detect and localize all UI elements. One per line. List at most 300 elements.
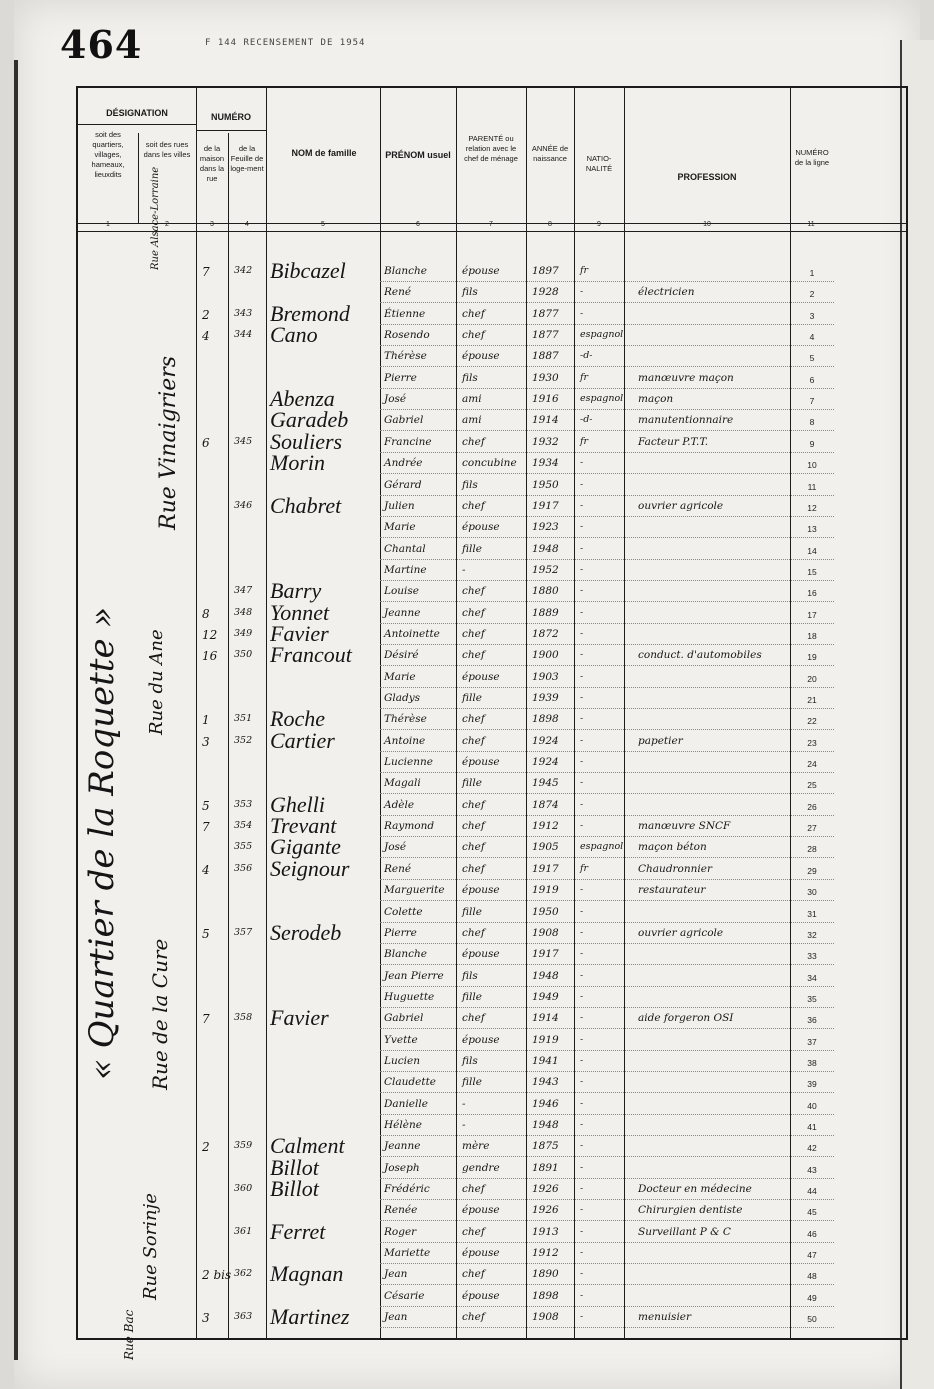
nationality: - [580,692,584,703]
birth-year: 1890 [532,1268,559,1281]
relation: chef [462,713,485,726]
relation: chef [462,1183,485,1196]
line-number: 38 [807,1057,817,1068]
nationality: - [580,585,584,597]
first-name: Jean Pierre [384,969,444,982]
column-number: 5 [321,221,325,228]
line-number: 27 [807,823,817,834]
line-number: 21 [807,695,817,705]
line-number: 46 [807,1228,817,1239]
relation: ami [462,393,482,406]
birth-year: 1874 [532,798,559,811]
sheet-number: 362 [234,1268,253,1280]
birth-year: 1880 [532,585,559,598]
row-rule [380,388,834,389]
first-name: Joseph [384,1161,420,1174]
birth-year: 1934 [532,457,559,470]
first-name: Julien [384,499,415,512]
row-rule [380,922,834,923]
birth-year: 1908 [532,926,559,939]
first-name: Hélène [384,1119,422,1131]
row-rule [380,644,834,645]
profession: ouvrier agricole [638,499,724,512]
line-number: 24 [807,759,817,770]
birth-year: 1875 [532,1140,559,1153]
birth-year: 1945 [532,777,559,790]
header-col7: PARENTÉ ou relation avec le chef de ménage [464,134,518,163]
birth-year: 1948 [532,969,559,982]
line-number: 39 [807,1079,817,1090]
relation: épouse [462,350,500,363]
header-col4: de la Feuille de loge-ment [230,144,264,173]
first-name: Lucienne [384,756,433,769]
birth-year: 1905 [532,841,559,854]
profession: électricien [638,286,695,299]
relation: fille [462,692,482,704]
nationality: - [580,1054,584,1066]
nationality: - [580,307,584,319]
line-number: 35 [807,993,817,1004]
row-rule [380,1199,834,1200]
first-name: Antoine [384,734,426,747]
relation: épouse [462,670,500,683]
quarter-name: « Quartier de la Roquette » [82,606,122,1080]
nationality: - [580,1033,584,1045]
sheet-number: 345 [234,435,253,447]
line-number: 32 [807,929,817,940]
header-designation: DÉSIGNATION [106,108,168,118]
birth-year: 1952 [532,563,559,576]
relation: fils [462,1054,478,1067]
birth-year: 1941 [532,1054,559,1067]
first-name: Louise [384,585,420,598]
first-name: Andrée [384,457,423,470]
first-name: Claudette [384,1076,437,1089]
sheet-number: 349 [234,627,253,639]
line-number: 12 [807,502,817,513]
page-number: 464 [60,22,143,67]
birth-year: 1872 [532,627,559,640]
birth-year: 1928 [532,286,559,299]
nationality: fr [580,862,589,874]
row-rule [380,857,834,858]
row-rule [380,601,834,602]
birth-year: 1913 [532,1225,559,1238]
house-number: 16 [202,649,218,664]
row-rule [380,473,834,474]
birth-year: 1950 [532,478,559,491]
line-number: 43 [807,1164,817,1175]
sheet-number: 344 [234,329,253,341]
nationality: espagnol [580,841,624,853]
page-binding [14,60,18,1360]
first-name: Huguette [384,990,435,1003]
line-number: 37 [807,1036,817,1047]
line-number: 8 [809,417,815,428]
surname: Cano [270,322,318,348]
surname: Billot [270,1176,319,1202]
nationality: - [580,521,584,533]
relation: - [462,563,466,576]
nationality: fr [580,371,589,383]
line-number: 19 [807,652,817,663]
relation: fille [462,1076,482,1089]
first-name: Pierre [384,926,417,939]
header-col1: soit des quartiers, villages, hameaux, lieuxdits [91,130,125,179]
row-rule [380,366,834,367]
first-name: Francine [384,435,432,448]
house-number: 7 [202,820,210,835]
first-name: Gladys [384,692,421,704]
surname: Ghelli [270,791,325,817]
surname: Gigante [270,834,341,860]
sheet-number: 353 [234,798,253,810]
house-number: 7 [202,265,210,279]
relation: chef [462,649,485,662]
relation: fils [462,969,478,982]
sheet-number: 359 [234,1140,253,1152]
line-number: 22 [807,716,817,727]
nationality: - [580,286,584,298]
line-number: 17 [807,609,817,620]
first-name: Jeanne [384,606,421,619]
column-number: 9 [597,221,601,228]
relation: chef [462,734,485,747]
relation: gendre [462,1161,500,1174]
house-number: 2 bis [202,1268,232,1283]
line-number: 16 [807,588,817,599]
line-number: 10 [807,460,817,471]
relation: concubine [462,457,517,470]
line-number: 26 [807,801,817,812]
birth-year: 1887 [532,350,559,363]
surname: Souliers [270,428,343,454]
relation: chef [462,329,485,342]
header-col3: de la maison dans la rue [199,144,225,183]
first-name: Désiré [384,649,419,662]
birth-year: 1908 [532,1311,559,1324]
line-number: 34 [807,972,817,983]
birth-year: 1917 [532,499,559,512]
nationality: - [580,969,584,981]
first-name: Jean [384,1311,408,1324]
row-rule [380,772,834,773]
street-top: Rue Alsace-Lorraine [150,166,161,270]
relation: épouse [462,756,500,769]
profession: ouvrier agricole [638,926,724,939]
first-name: Magali [384,777,421,790]
line-number: 50 [807,1314,817,1325]
surname: Favier [270,1005,329,1031]
profession: Docteur en médecine [638,1183,752,1196]
surname: Garadeb [270,407,349,433]
surname: Bremond [270,300,350,326]
row-rule [380,943,834,944]
first-name: René [384,862,412,875]
profession: aide forgeron OSI [638,1012,734,1025]
relation: chef [462,606,485,619]
relation: chef [462,841,485,854]
nationality: -d- [580,350,593,362]
nationality: - [580,1097,584,1109]
first-name: Yvette [384,1033,418,1046]
header-col2: soit des rues dans les villes [143,140,191,159]
first-name: Raymond [384,820,435,833]
relation: fils [462,371,478,384]
relation: fils [462,286,478,299]
line-number: 23 [807,737,817,748]
surname: Serodeb [270,919,342,945]
row-rule [380,495,834,496]
row-rule [380,1050,834,1051]
birth-year: 1924 [532,734,559,747]
row-rule [380,452,834,453]
header-col6: PRÉNOM usuel [385,150,451,160]
surname: Martinez [270,1304,350,1330]
sheet-number: 363 [234,1311,253,1323]
nationality: - [580,627,584,639]
row-rule [380,324,834,325]
profession: menuisier [638,1311,692,1324]
first-name: Adèle [384,798,415,811]
census-form [76,86,908,1340]
surname: Ferret [270,1218,326,1244]
row-rule [380,1263,834,1264]
nationality: - [580,798,584,810]
surname: Morin [270,450,325,476]
nationality: - [580,542,584,554]
birth-year: 1914 [532,1012,559,1025]
birth-year: 1948 [532,542,559,555]
first-name: Martine [384,563,427,576]
nationality: -d- [580,414,593,426]
first-name: Antoinette [384,627,440,640]
birth-year: 1930 [532,371,559,384]
nationality: - [580,884,584,896]
birth-year: 1950 [532,905,559,918]
first-name: Gabriel [384,414,424,427]
birth-year: 1948 [532,1119,559,1131]
line-number: 1 [809,268,815,278]
relation: chef [462,862,485,875]
column-number: 8 [548,221,552,228]
nationality: - [580,734,584,746]
nationality: - [580,1076,584,1088]
birth-year: 1919 [532,884,559,897]
house-number: 1 [202,713,210,728]
birth-year: 1891 [532,1161,559,1174]
birth-year: 1949 [532,990,559,1003]
nationality: - [580,670,584,682]
relation: épouse [462,1204,500,1217]
house-number: 3 [202,734,210,749]
sheet-number: 360 [234,1183,253,1195]
first-name: Pierre [384,371,417,384]
sheet-number: 347 [234,585,253,597]
nationality: fr [580,435,589,447]
line-number: 28 [807,844,817,855]
line-number: 4 [809,332,815,343]
row-rule [380,687,834,688]
first-name: Blanche [384,265,427,277]
relation: chef [462,820,485,833]
row-rule [380,1007,834,1008]
birth-year: 1889 [532,606,559,619]
profession: papetier [638,734,683,747]
column-number: 4 [245,221,249,228]
sheet-number: 351 [234,713,253,725]
birth-year: 1903 [532,670,559,683]
row-rule [380,729,834,730]
first-name: Marie [384,670,416,683]
line-number: 47 [807,1250,817,1261]
nationality: - [580,606,584,618]
relation: chef [462,1268,485,1281]
sheet-number: 357 [234,926,253,938]
relation: mère [462,1140,490,1153]
line-number: 9 [809,438,815,449]
birth-year: 1914 [532,414,559,427]
line-number: 20 [807,673,817,684]
profession: restaurateur [638,884,706,897]
column-number: 10 [703,221,711,228]
row-rule [380,665,834,666]
birth-year: 1946 [532,1097,559,1110]
sheet-number: 354 [234,820,253,832]
relation: ami [462,414,482,427]
profession: manœuvre SNCF [638,820,731,833]
birth-year: 1898 [532,713,559,726]
column-number: 7 [489,221,493,228]
line-number: 45 [807,1207,817,1218]
line-number: 31 [807,908,817,919]
line-number: 42 [807,1143,817,1154]
profession: maçon [638,393,674,406]
house-number: 4 [202,862,210,877]
first-name: Marie [384,521,416,534]
first-name: Renée [384,1204,418,1217]
nationality: espagnol [580,329,624,341]
surname: Abenza [270,386,335,412]
row-rule [380,1092,834,1093]
line-number: 33 [807,951,817,962]
line-number: 36 [807,1015,817,1026]
row-rule [380,537,834,538]
relation: - [462,1097,466,1110]
nationality: - [580,563,584,575]
relation: fille [462,990,482,1003]
nationality: - [580,1225,584,1237]
house-number: 3 [202,1311,210,1326]
relation: chef [462,435,485,448]
house-number: 6 [202,435,210,450]
surname: Yonnet [270,599,330,625]
row-rule [380,751,834,752]
house-number: 12 [202,627,218,642]
row-rule [380,302,834,303]
street-vinaigriers: Rue Vinaigriers [156,355,181,530]
birth-year: 1912 [532,820,559,833]
first-name: Danielle [384,1097,428,1110]
profession: manutentionnaire [638,414,734,427]
line-number: 40 [807,1100,817,1111]
nationality: - [580,948,584,960]
nationality: - [580,1311,584,1323]
house-number: 5 [202,798,210,813]
nationality: - [580,1119,584,1130]
birth-year: 1898 [532,1289,559,1302]
street-rue-de-la-cure: Rue de la Cure [148,938,172,1090]
birth-year: 1877 [532,329,559,342]
nationality: - [580,713,584,725]
sheet-number: 343 [234,307,253,319]
row-rule [380,1306,834,1307]
first-name: Jean [384,1268,408,1281]
sheet-number: 361 [234,1225,253,1237]
profession: maçon béton [638,841,707,854]
row-rule [380,708,834,709]
first-name: José [384,393,407,406]
relation: chef [462,1012,485,1025]
first-name: Frédéric [384,1183,430,1196]
relation: fille [462,905,482,918]
row-rule [380,1327,834,1328]
nationality: - [580,457,584,469]
birth-year: 1926 [532,1183,559,1196]
birth-year: 1926 [532,1204,559,1217]
first-name: Mariette [384,1247,431,1260]
sheet-number: 358 [234,1012,253,1024]
row-rule [380,793,834,794]
relation: épouse [462,1289,500,1302]
relation: chef [462,499,485,512]
relation: chef [462,798,485,811]
surname: Cartier [270,727,335,753]
first-name: Gérard [384,478,422,491]
surname: Billot [270,1154,319,1180]
surname: Seignour [270,855,350,881]
birth-year: 1912 [532,1247,559,1260]
profession: manœuvre maçon [638,371,734,384]
house-number: 2 [202,1140,210,1155]
birth-year: 1943 [532,1076,559,1089]
relation: épouse [462,1247,500,1260]
line-number: 25 [807,780,817,791]
relation: épouse [462,1033,500,1046]
birth-year: 1924 [532,756,559,769]
nationality: - [580,1247,584,1259]
sheet-number: 352 [234,734,253,746]
nationality: - [580,649,584,661]
surname: Roche [270,706,325,732]
relation: fille [462,542,482,555]
nationality: - [580,1012,584,1024]
relation: épouse [462,265,500,277]
header-col11: NUMÉRO de la ligne [794,148,830,167]
birth-year: 1916 [532,393,559,406]
profession: Surveillant P & C [638,1225,731,1238]
first-name: Colette [384,905,423,918]
relation: - [462,1119,466,1131]
nationality: - [580,926,584,938]
column-number: 1 [106,221,110,228]
sheet-number: 350 [234,649,253,661]
nationality: - [580,499,584,511]
row-rule [380,345,834,346]
birth-year: 1900 [532,649,559,662]
sheet-number: 355 [234,841,253,853]
profession: Facteur P.T.T. [638,435,709,448]
